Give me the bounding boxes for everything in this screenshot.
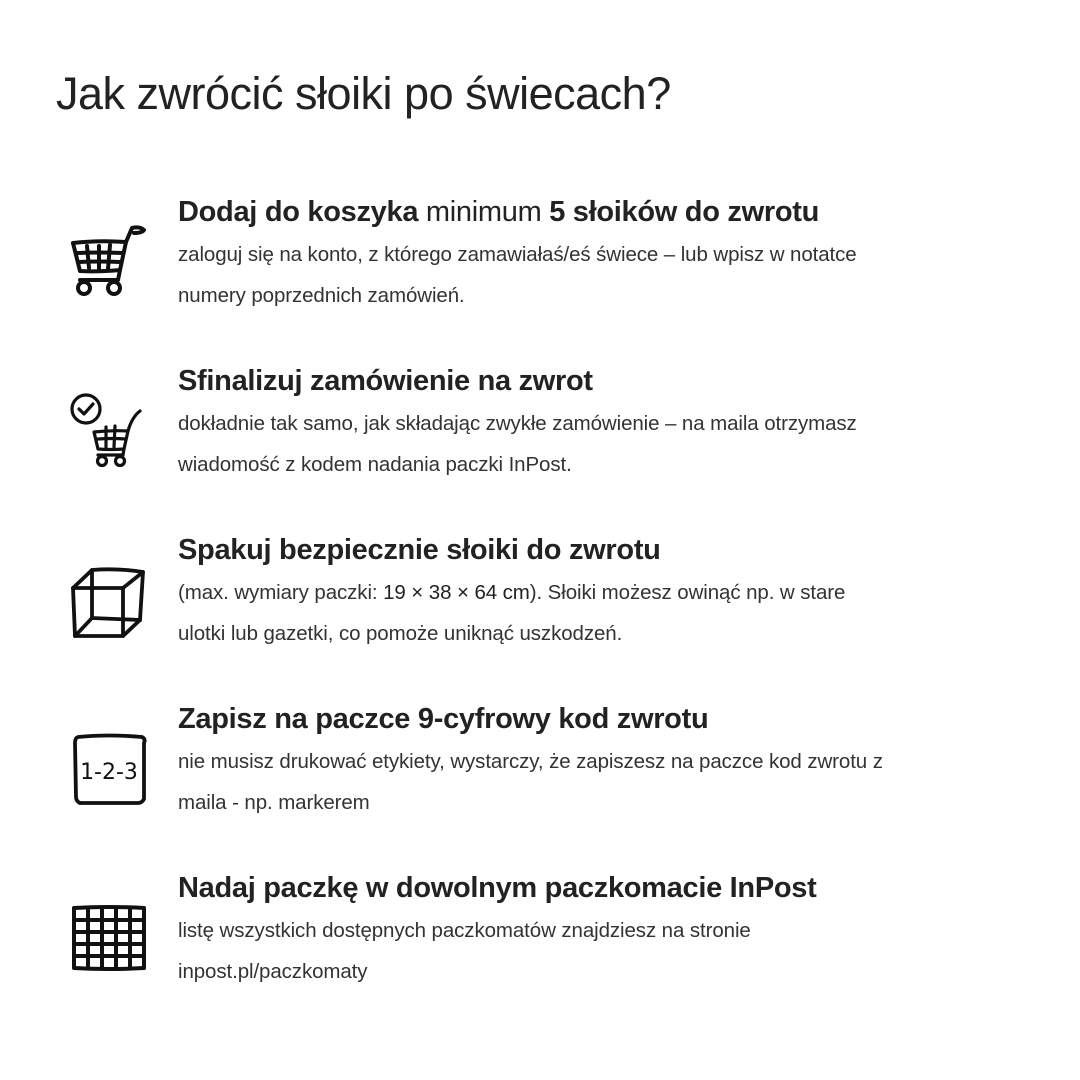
parcel-locker-icon xyxy=(68,898,150,980)
step-description xyxy=(178,910,1038,992)
description-text: (max. wymiary paczki: xyxy=(178,581,384,604)
description-line: ulotki lub gazetki, co pomoże uniknąć uszkodzeń. xyxy=(178,622,623,645)
description-line: dokładnie tak samo, jak składając zwykłe zamówienie – na maila otrzymasz xyxy=(178,412,857,435)
heading-bold-part: Dodaj do koszyka xyxy=(178,196,419,228)
cart-checkmark-icon xyxy=(68,389,150,471)
step-send-parcel xyxy=(0,868,1080,1018)
step-text xyxy=(178,530,1038,654)
step-description xyxy=(178,234,1038,316)
package-dimensions: 19 × 38 × 64 cm xyxy=(383,581,530,604)
step-heading: Sfinalizuj zamówienie na zwrot xyxy=(178,365,593,397)
box-icon xyxy=(68,560,150,642)
step-heading: Spakuj bezpiecznie słoiki do zwrotu xyxy=(178,534,661,566)
step-heading: Zapisz na paczce 9-cyfrowy kod zwrotu xyxy=(178,703,709,735)
step-heading xyxy=(178,192,1038,232)
description-line: wiadomość z kodem nadania paczki InPost. xyxy=(178,453,572,476)
description-line: zaloguj się na konto, z którego zamawiałaś/eś świece – lub wpisz w notatce xyxy=(178,243,857,266)
code-label-icon xyxy=(68,729,150,811)
step-text xyxy=(178,361,1038,485)
step-text xyxy=(178,192,1038,316)
heading-light-part: minimum xyxy=(418,196,550,228)
paczkomaty-link[interactable]: inpost.pl/paczkomaty xyxy=(178,960,368,983)
step-text xyxy=(178,868,1038,992)
heading-bold-part: 5 słoików do zwrotu xyxy=(549,196,820,228)
description-line: maila - np. markerem xyxy=(178,791,370,814)
step-description xyxy=(178,741,1038,823)
step-write-code xyxy=(0,699,1080,849)
step-finalize-order xyxy=(0,361,1080,511)
svg-text:1-2-3: 1-2-3 xyxy=(80,760,138,785)
description-line: nie musisz drukować etykiety, wystarczy, że zapiszesz na paczce kod zwrotu z xyxy=(178,750,883,773)
step-description xyxy=(178,572,1038,654)
description-line: listę wszystkich dostępnych paczkomatów znajdziesz na stronie xyxy=(178,919,751,942)
description-text: ). Słoiki możesz owinąć np. w stare xyxy=(529,581,846,604)
step-description xyxy=(178,403,1038,485)
description-line: numery poprzednich zamówień. xyxy=(178,284,465,307)
step-heading: Nadaj paczkę w dowolnym paczkomacie InPost xyxy=(178,872,817,904)
page-title: Jak zwrócić słoiki po świecach? xyxy=(56,68,671,119)
step-add-to-cart xyxy=(0,192,1080,342)
step-text xyxy=(178,699,1038,823)
step-pack-jars xyxy=(0,530,1080,680)
description-line xyxy=(178,572,1038,613)
shopping-cart-icon xyxy=(68,222,150,304)
